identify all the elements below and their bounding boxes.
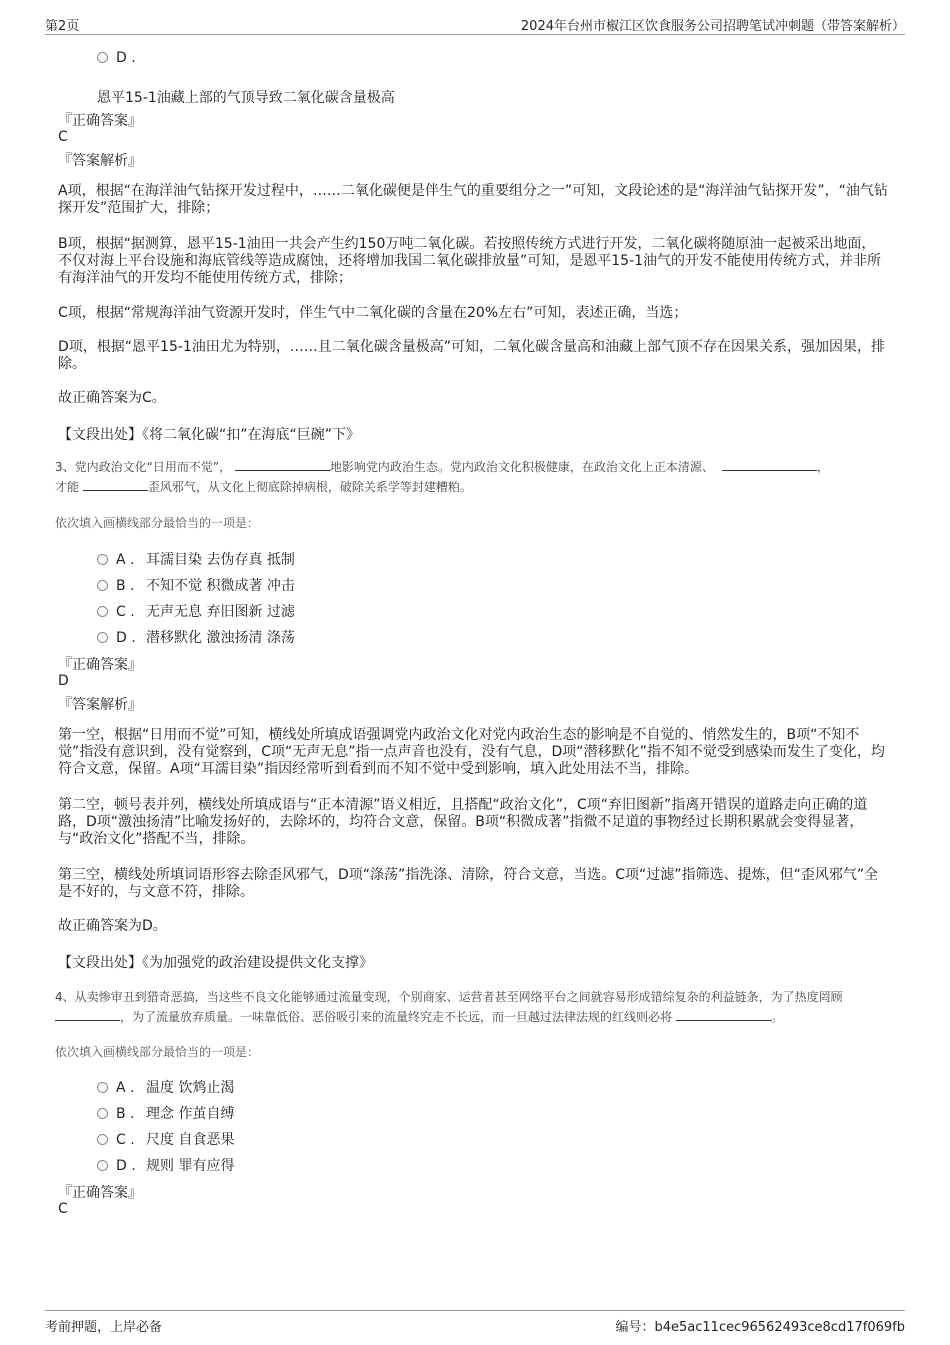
option-letter: B . xyxy=(116,578,135,594)
source-citation: 【文段出处】《将二氧化碳“扣”在海底“巨碗”下》 xyxy=(58,427,361,443)
option-letter: C . xyxy=(116,1132,135,1148)
analysis-paragraph: 第三空，横线处所填词语形容去除歪风邪气，D项“涤荡”指洗涤、清除，符合文意，当选。C项“过滤”指筛选、提炼，但“歪风邪气”全是不好的，与文意不符，排除。 xyxy=(58,867,879,900)
correct-answer: D xyxy=(58,673,69,689)
correct-answer-label: 『正确答案』 xyxy=(58,113,142,129)
page-number: 第2页 xyxy=(45,19,80,34)
q3-option-c[interactable] xyxy=(97,601,295,621)
option-text: 不知不觉 积微成著 冲击 xyxy=(146,578,295,594)
analysis-paragraph: D项，根据“恩平15-1油田尤为特别，……且二氧化碳含量极高”可知，二氧化碳含量高和油藏上部气顶不存在因果关系，强加因果，排除。 xyxy=(58,339,886,372)
analysis-conclusion: 故正确答案为D。 xyxy=(58,918,167,934)
stem-text: 歪风邪气，从文化上彻底除掉病根，破除关系学等封建糟粕。 xyxy=(147,480,472,494)
analysis-paragraph: C项，根据“常规海洋油气资源开发时，伴生气中二氧化碳的含量在20%左右”可知，表述正确，当选； xyxy=(58,305,688,321)
radio-icon[interactable] xyxy=(97,1082,108,1093)
stem-text: 才能 xyxy=(55,480,80,494)
option-text: 无声无息 弃旧图新 过滤 xyxy=(146,604,295,620)
correct-answer: C xyxy=(58,129,68,145)
blank-line xyxy=(235,458,330,471)
option-letter: D . xyxy=(116,630,136,646)
source-citation: 【文段出处】《为加强党的政治建设提供文化支撑》 xyxy=(58,955,373,971)
q4-option-b[interactable] xyxy=(97,1103,234,1123)
option-letter: D . xyxy=(116,50,136,66)
q2-option-d-text: 恩平15-1油藏上部的气顶导致二氧化碳含量极高 xyxy=(97,90,395,106)
blank-line xyxy=(676,1008,771,1021)
question-3-stem xyxy=(55,457,895,497)
stem-text: ， xyxy=(816,460,829,474)
page-header xyxy=(45,12,905,35)
analysis-conclusion: 故正确答案为C。 xyxy=(58,390,166,406)
correct-answer: C xyxy=(58,1201,68,1217)
analysis-paragraph: 第一空，根据“日用而不觉”可知，横线处所填成语强调党内政治文化对党内政治生态的影响是不自觉的、悄然发生的，B项“不知不觉”指没有意识到，没有觉察到，C项“无声无息”指一点声音也没有，没有气息，D项“潜移默化”指不知不觉受到感染而发生了变化，均符合文意，保留。A项“耳濡目染”指因经常听到看到而不知不觉中受到影响，填入此处用法不当，排除。 xyxy=(58,727,885,777)
document-id: 编号：b4e5ac11cec96562493ce8cd17f069fb xyxy=(615,1320,905,1335)
stem-text: ，为了流量放弃质量。一味靠低俗、恶俗吸引来的流量终究走不长远，而一旦越过法律法规的红线则必将 xyxy=(120,1010,673,1024)
correct-answer-label: 『正确答案』 xyxy=(58,1185,142,1201)
option-text: 耳濡目染 去伪存真 抵制 xyxy=(146,552,295,568)
correct-answer-label: 『正确答案』 xyxy=(58,657,142,673)
option-letter: A . xyxy=(116,552,135,568)
q4-option-d[interactable] xyxy=(97,1155,234,1175)
radio-icon[interactable] xyxy=(97,1160,108,1171)
blank-line xyxy=(83,478,148,491)
radio-icon[interactable] xyxy=(97,580,108,591)
analysis-paragraph: A项，根据“在海洋油气钻探开发过程中，……二氧化碳便是伴生气的重要组分之一”可知，文段论述的是“海洋油气钻探开发”，“油气钻探开发”范围扩大，排除； xyxy=(58,183,888,216)
option-letter: D . xyxy=(116,1158,136,1174)
analysis-paragraph: B项，根据“据测算，恩平15-1油田一共会产生约150万吨二氧化碳。若按照传统方式进行开发，二氧化碳将随原油一起被采出地面，不仅对海上平台设施和海底管线等造成腐蚀，还将增加我国二氧化碳排放量”可知，是恩平15-1油气的开发不能使用传统方式，并非所有海洋油气的开发均不能使用传统方式，排除； xyxy=(58,236,882,286)
option-text: 规则 罪有应得 xyxy=(146,1158,235,1174)
q3-option-b[interactable] xyxy=(97,575,295,595)
instruction: 依次填入画横线部分最恰当的一项是： xyxy=(55,516,260,530)
stem-text: 3、党内政治文化“日用而不觉”， xyxy=(55,460,232,474)
radio-icon[interactable] xyxy=(97,52,108,63)
page-footer xyxy=(45,1310,905,1335)
radio-icon[interactable] xyxy=(97,1108,108,1119)
q3-option-d[interactable] xyxy=(97,627,295,647)
option-text: 理念 作茧自缚 xyxy=(146,1106,235,1122)
radio-icon[interactable] xyxy=(97,606,108,617)
stem-text: 4、从卖惨审丑到猎奇恶搞，当这些不良文化能够通过流量变现，个别商家、运营者甚至网络平台之间就容易形成错综复杂的利益链条，为了热度罔顾 xyxy=(55,990,843,1004)
stem-text: 地影响党内政治生态。党内政治文化积极健康，在政治文化上正本清源、 xyxy=(329,460,714,474)
question-4-stem xyxy=(55,987,895,1027)
option-text: 潜移默化 激浊扬清 涤荡 xyxy=(146,630,295,646)
option-letter: C . xyxy=(116,604,135,620)
option-text: 尺度 自食恶果 xyxy=(146,1132,235,1148)
blank-line xyxy=(55,1008,120,1021)
blank-line xyxy=(722,458,817,471)
instruction: 依次填入画横线部分最恰当的一项是： xyxy=(55,1045,260,1059)
option-letter: A . xyxy=(116,1080,135,1096)
q4-option-a[interactable] xyxy=(97,1077,234,1097)
radio-icon[interactable] xyxy=(97,554,108,565)
footer-slogan: 考前押题，上岸必备 xyxy=(45,1320,163,1335)
document-title: 2024年台州市椒江区饮食服务公司招聘笔试冲刺题（带答案解析） xyxy=(520,19,905,34)
q4-option-c[interactable] xyxy=(97,1129,234,1149)
option-text: 温度 饮鸩止渴 xyxy=(146,1080,235,1096)
radio-icon[interactable] xyxy=(97,1134,108,1145)
q2-option-d[interactable] xyxy=(97,50,136,66)
radio-icon[interactable] xyxy=(97,632,108,643)
analysis-label: 『答案解析』 xyxy=(58,153,142,169)
q3-option-a[interactable] xyxy=(97,549,295,569)
stem-text: 。 xyxy=(770,1010,783,1024)
analysis-label: 『答案解析』 xyxy=(58,697,142,713)
option-letter: B . xyxy=(116,1106,135,1122)
analysis-paragraph: 第二空，顿号表并列，横线处所填成语与“正本清源”语义相近，且搭配“政治文化”，C项“弃旧图新”指离开错误的道路走向正确的道路，D项“激浊扬清”比喻发扬好的，去除坏的，均符合文意，保留。B项“积微成著”指微不足道的事物经过长期积累就会变得显著，与“政治文化”搭配不当，排除。 xyxy=(58,797,868,847)
